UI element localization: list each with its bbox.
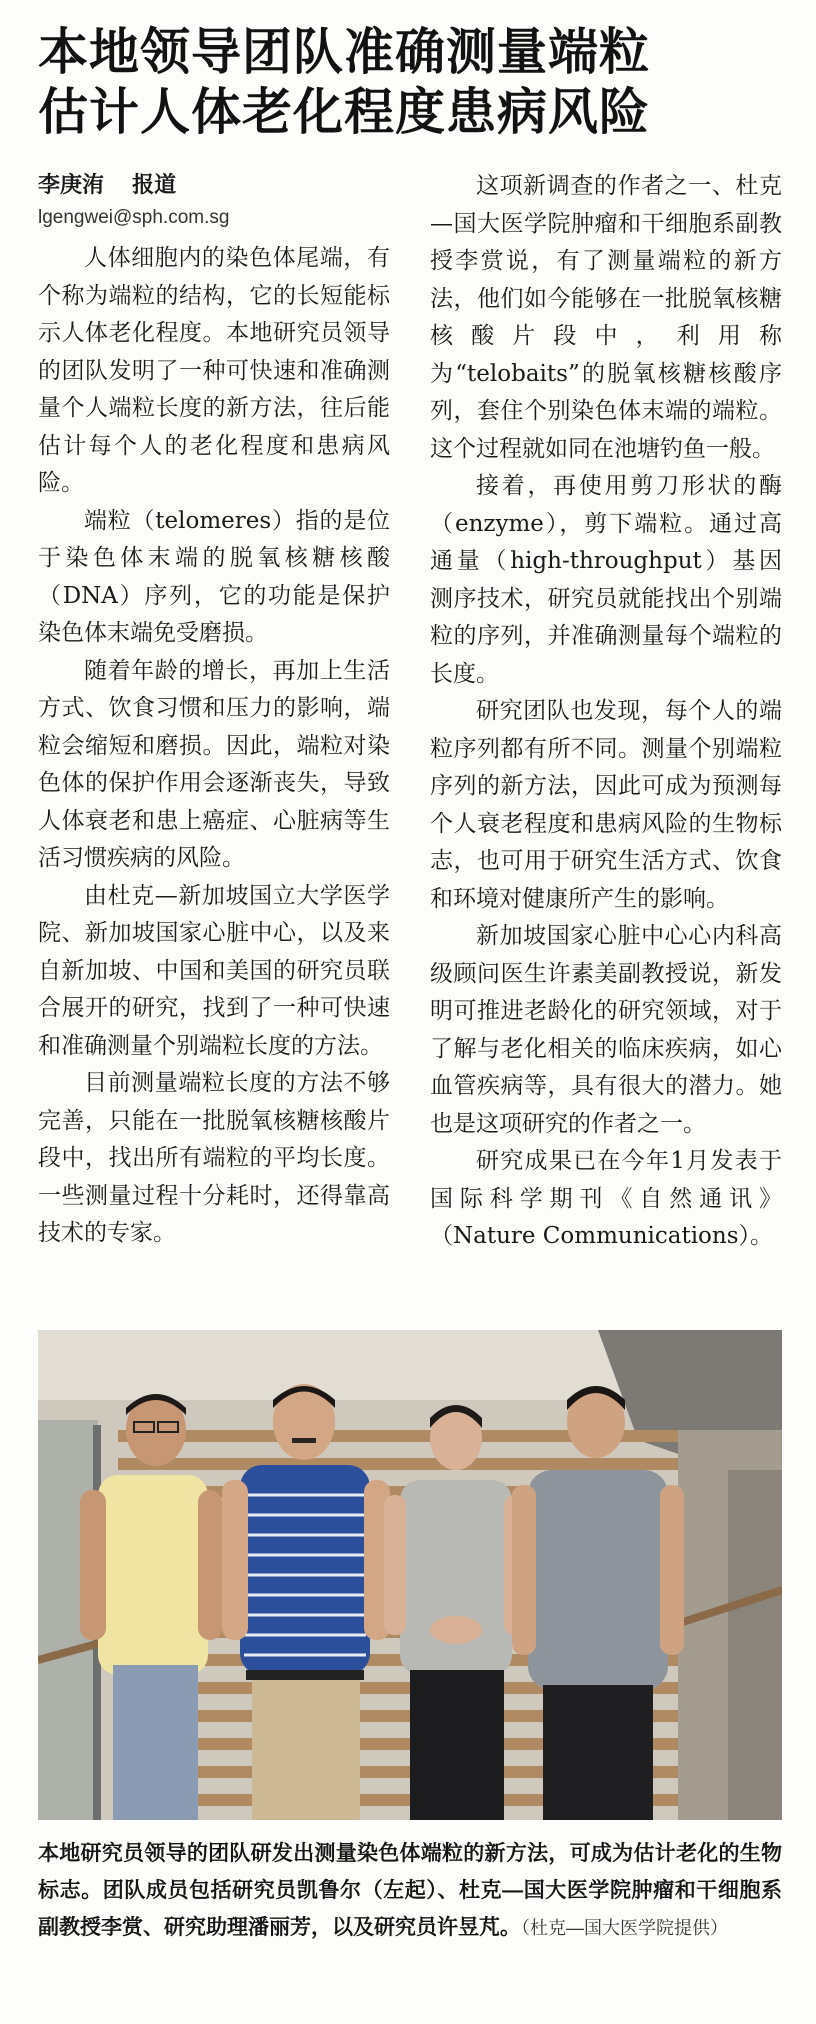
photo-credit: （杜克—国大医学院提供） [521, 1918, 728, 1938]
headline-line-1: 本地领导团队准确测量端粒 [38, 24, 650, 80]
team-photo [38, 1330, 782, 1820]
article-column-1 [38, 168, 390, 1296]
paragraph: 由杜克—新加坡国立大学医学院、新加坡国家心脏中心，以及来自新加坡、中国和美国的研究员联合展开的研究，找到了一种可快速和准确测量个别端粒长度的方法。 [38, 882, 390, 1059]
author-email: lgengwei@sph.com.sg [38, 207, 230, 228]
article-headline [38, 22, 778, 142]
paragraph: 研究成果已在今年1月发表于国际科学期刊《自然通讯》（Nature Communications）。 [430, 1148, 782, 1249]
byline: 李庚洧 报道 [38, 172, 177, 197]
photo-caption [38, 1835, 782, 1947]
article-body [38, 168, 782, 1296]
paragraph: 端粒（telomeres）指的是位于染色体末端的脱氧核糖核酸（DNA）序列，它的功能是保护染色体末端免受磨损。 [38, 507, 390, 646]
paragraph: 研究团队也发现，每个人的端粒序列都有所不同。测量个别端粒序列的新方法，因此可成为预测每个人衰老程度和患病风险的生物标志，也可用于研究生活方式、饮食和环境对健康所产生的影响。 [430, 698, 782, 912]
paragraph: 接着，再使用剪刀形状的酶（enzyme），剪下端粒。通过高通量（high-throughput）基因测序技术，研究员就能找出个别端粒的序列，并准确测量每个端粒的长度。 [430, 473, 782, 687]
caption-text: 本地研究员领导的团队研发出测量染色体端粒的新方法，可成为估计老化的生物标志。团队成员包括研究员凯鲁尔（左起）、杜克—国大医学院肿瘤和干细胞系副教授李赏、研究助理潘丽芳，以及研究员许昱芃。 [38, 1842, 782, 1939]
headline-line-2: 估计人体老化程度患病风险 [38, 84, 650, 140]
article-column-2 [430, 168, 782, 1296]
paragraph: 人体细胞内的染色体尾端，有个称为端粒的结构，它的长短能标示人体老化程度。本地研究员领导的团队发明了一种可快速和准确测量个人端粒长度的新方法，往后能估计每个人的老化程度和患病风险。 [38, 245, 390, 496]
paragraph: 新加坡国家心脏中心心内科高级顾问医生许素美副教授说，新发明可推进老龄化的研究领域，对于了解与老化相关的临床疾病，如心血管疾病等，具有很大的潜力。她也是这项研究的作者之一。 [430, 923, 782, 1137]
paragraph: 目前测量端粒长度的方法不够完善，只能在一批脱氧核糖核酸片段中，找出所有端粒的平均长度。一些测量过程十分耗时，还得靠高技术的专家。 [38, 1070, 390, 1246]
paragraph: 随着年龄的增长，再加上生活方式、饮食习惯和压力的影响，端粒会缩短和磨损。因此，端粒对染色体的保护作用会逐渐丧失，导致人体衰老和患上癌症、心脏病等生活习惯疾病的风险。 [38, 657, 390, 871]
paragraph: 这项新调查的作者之一、杜克—国大医学院肿瘤和干细胞系副教授李赏说，有了测量端粒的新方法，他们如今能够在一批脱氧核糖核酸片段中，利用称为“telobaits”的脱氧核糖核酸序列，套住个别染色体末端的端粒。这个过程就如同在池塘钓鱼一般。 [430, 173, 782, 462]
